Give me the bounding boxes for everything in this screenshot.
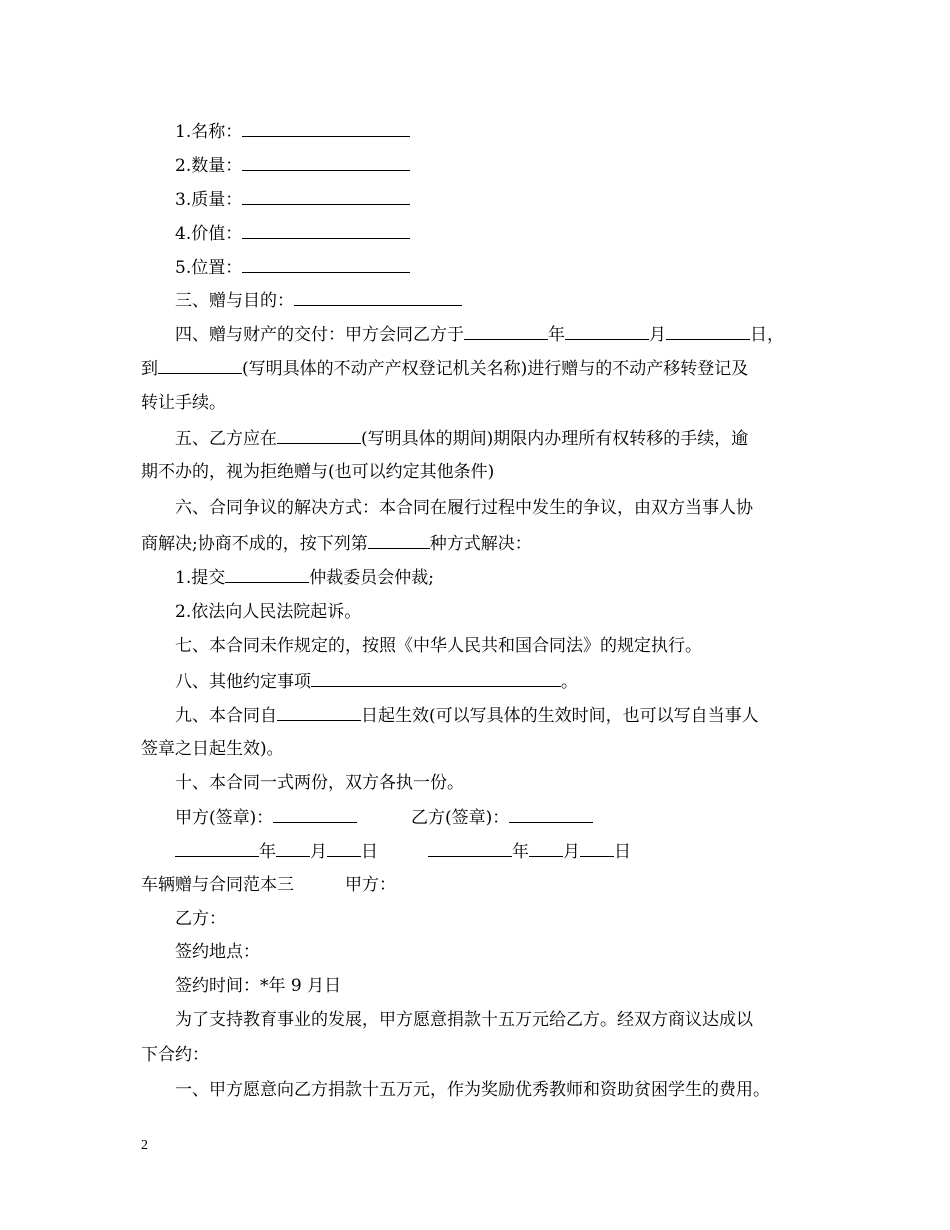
clause-text: 种方式解决： [429, 534, 532, 554]
template-3-place: 签约地点： [175, 942, 260, 962]
template-3-clause-1: 一、甲方愿意向乙方捐款十五万元，作为奖励优秀教师和资助贫困学生的费用。 [175, 1080, 770, 1100]
clause-9-line-1 [175, 704, 759, 727]
template-3-intro-2: 下合约： [141, 1045, 209, 1065]
item-label: 4.价值： [175, 224, 243, 244]
blank-year[interactable] [464, 323, 548, 340]
blank-line[interactable] [242, 188, 410, 205]
blank-party-a-signature[interactable] [273, 806, 357, 823]
page-number: 2 [141, 1138, 148, 1153]
item-label: 3.质量： [175, 190, 243, 210]
day-label: 日 [361, 842, 378, 862]
clause-text: 仲裁委员会仲裁; [309, 568, 434, 588]
item-label: 2.数量： [175, 156, 243, 176]
clause-text: 日起生效(可以写具体的生效时间，也可以写自当事人 [361, 706, 759, 726]
clause-text: 五、乙方应在 [175, 429, 277, 449]
template-3-intro-1: 为了支持教育事业的发展，甲方愿意捐款十五万元给乙方。经双方商议达成以 [175, 1010, 753, 1030]
blank-month[interactable] [565, 323, 649, 340]
clause-5-line-2: 期不办的，视为拒绝赠与(也可以约定其他条件) [141, 462, 495, 482]
blank-month[interactable] [529, 840, 563, 857]
blank-effective-date[interactable] [277, 704, 361, 721]
clause-text: 。 [561, 672, 578, 692]
blank-day[interactable] [580, 840, 614, 857]
clause-text: 九、本合同自 [175, 706, 277, 726]
clause-6-option-1 [175, 566, 434, 589]
clause-4-line-3: 转让手续。 [141, 393, 226, 413]
day-label: 日 [614, 842, 631, 862]
party-b-label: 乙方(签章)： [411, 808, 510, 828]
clause-6-option-2: 2.依法向人民法院起诉。 [175, 602, 362, 622]
blank-month[interactable] [276, 840, 310, 857]
template-3-party-b: 乙方： [175, 909, 226, 929]
signature-date-a [175, 840, 378, 863]
month-label: 月 [649, 325, 666, 345]
blank-method[interactable] [368, 532, 430, 549]
year-label: 年 [512, 842, 529, 862]
template-3-title: 车辆赠与合同范本三 [141, 875, 294, 895]
item-label: 5.位置： [175, 258, 243, 278]
clause-6-line-2 [141, 532, 532, 555]
clause-text: 三、赠与目的： [175, 291, 294, 311]
blank-day[interactable] [327, 840, 361, 857]
property-item-location [175, 256, 410, 279]
property-item-quantity [175, 154, 410, 177]
clause-5-line-1 [175, 427, 748, 450]
template-3-time: 签约时间：*年 9 月日 [175, 976, 342, 996]
blank-line[interactable] [242, 154, 410, 171]
item-label: 1.名称： [175, 122, 243, 142]
clause-4-line-1 [175, 323, 784, 346]
clause-text: 1.提交 [175, 568, 226, 588]
blank-year[interactable] [175, 840, 259, 857]
month-label: 月 [563, 842, 580, 862]
blank-other-terms[interactable] [311, 670, 561, 687]
clause-text: 四、赠与财产的交付：甲方会同乙方于 [175, 325, 464, 345]
year-label: 年 [259, 842, 276, 862]
property-item-quality [175, 188, 410, 211]
clause-4-line-2 [141, 357, 748, 380]
clause-text: (写明具体的期间)期限内办理所有权转移的手续，逾 [361, 429, 749, 449]
blank-line[interactable] [242, 222, 410, 239]
blank-arbitration[interactable] [225, 566, 309, 583]
clause-text: 商解决;协商不成的，按下列第 [141, 534, 368, 554]
blank-line[interactable] [242, 120, 410, 137]
clause-10: 十、本合同一式两份，双方各执一份。 [175, 773, 464, 793]
signature-party-b [411, 806, 593, 829]
party-a-label: 甲方(签章)： [175, 808, 274, 828]
template-3-party-a: 甲方： [345, 875, 396, 895]
blank-party-b-signature[interactable] [509, 806, 593, 823]
signature-party-a [175, 806, 357, 829]
blank-day[interactable] [666, 323, 750, 340]
clause-8 [175, 670, 578, 693]
day-label: 日， [750, 325, 784, 345]
clause-text: 到 [141, 359, 158, 379]
property-item-value [175, 222, 410, 245]
year-label: 年 [548, 325, 565, 345]
blank-period[interactable] [277, 427, 361, 444]
property-item-name [175, 120, 410, 143]
blank-line[interactable] [294, 289, 462, 306]
blank-registry[interactable] [158, 357, 242, 374]
signature-date-b [428, 840, 631, 863]
blank-year[interactable] [428, 840, 512, 857]
clause-9-line-2: 签章之日起生效)。 [141, 739, 284, 759]
clause-7: 七、本合同未作规定的，按照《中华人民共和国合同法》的规定执行。 [175, 636, 702, 656]
clause-text: 八、其他约定事项 [175, 672, 311, 692]
month-label: 月 [310, 842, 327, 862]
clause-6-line-1: 六、合同争议的解决方式：本合同在履行过程中发生的争议，由双方当事人协 [175, 498, 753, 518]
clause-text: (写明具体的不动产产权登记机关名称)进行赠与的不动产移转登记及 [242, 359, 749, 379]
clause-3 [175, 289, 462, 312]
blank-line[interactable] [242, 256, 410, 273]
